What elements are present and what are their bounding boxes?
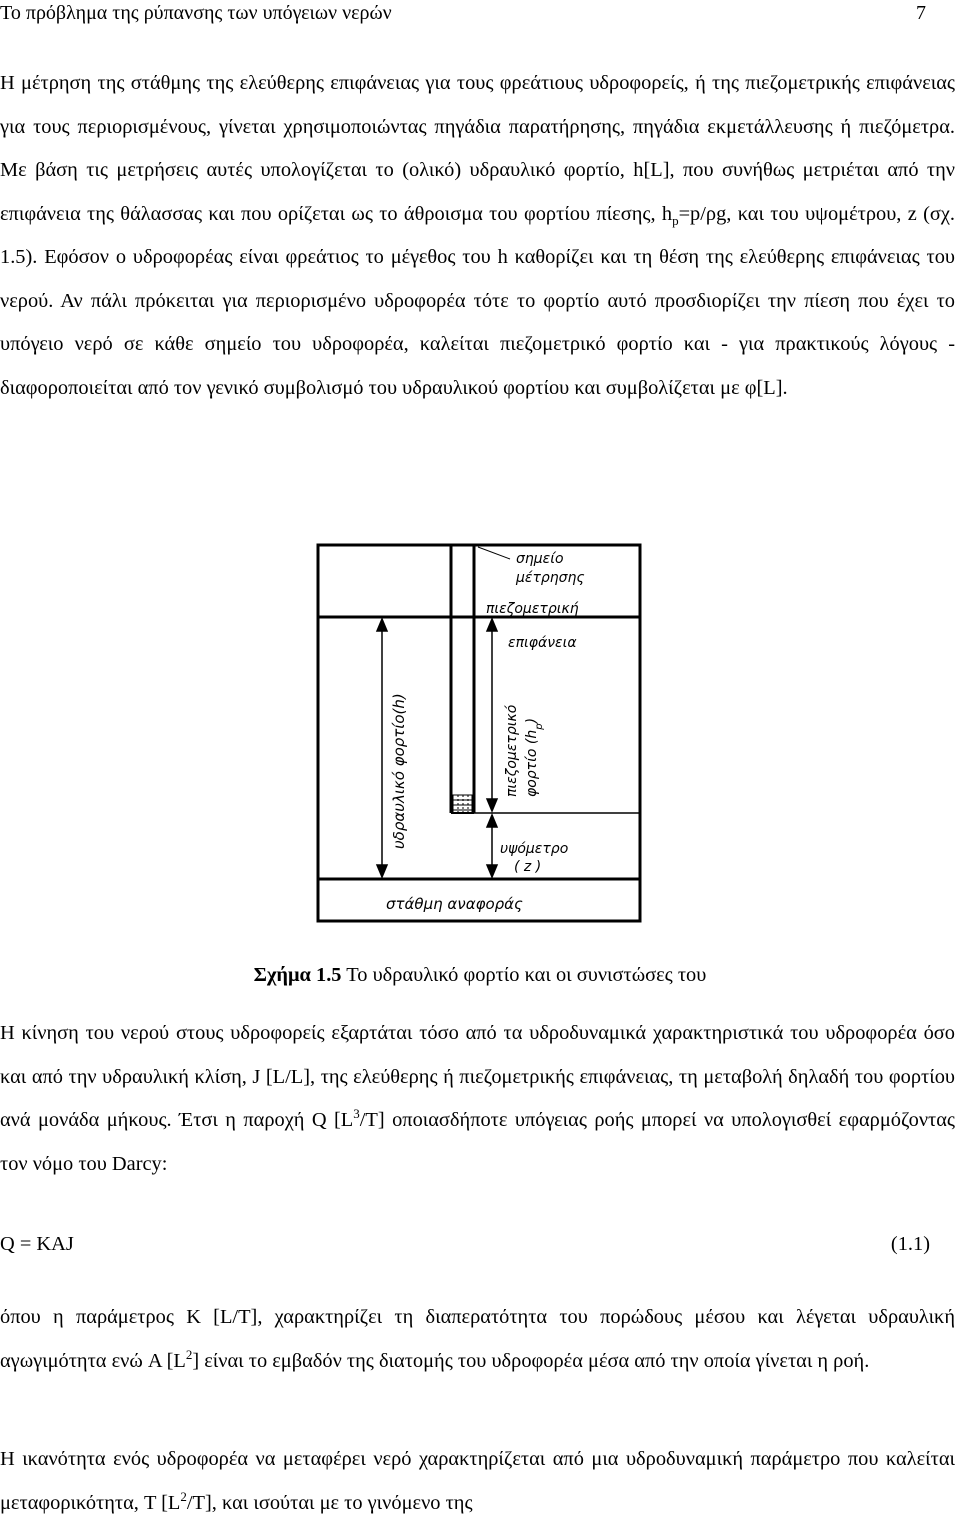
equation-number: (1.1) xyxy=(890,1233,930,1255)
paragraph-text: /T], και ισούται με το γινόμενο της xyxy=(186,1491,473,1514)
label-measurement-point-1: σημείο xyxy=(516,551,564,567)
label-piezometric-surface-2: επιφάνεια xyxy=(508,635,577,651)
paragraph-flow xyxy=(0,1012,955,1186)
label-hydraulic-head: υδραυλικό φορτίο(h) xyxy=(390,693,408,849)
paragraph-transmissivity xyxy=(0,1438,955,1525)
hydraulic-head-figure xyxy=(310,537,650,932)
label-elevation-1: υψόμετρο xyxy=(500,841,569,857)
superscript-2: 2 xyxy=(185,1346,193,1362)
paragraph-text: Η μέτρηση της στάθμης της ελεύθερης επιφάνειας για τους φρεάτιους υδροφορείς, ή της πιεζομετρικής επιφάνειας για τους περιορισμένους, γίνεται χρησιμοποιώντας πηγάδια παρατήρησης, πηγάδια εκμετάλλευσης ή πιεζόμετρα. Με βάση τις μετρήσεις αυτές υπολογίζεται το (ολικό) υδραυλικό φορτίο, h[L], που συνήθως μετριέται από την επιφάνεια της θάλασσας και που ορίζεται ως το άθροισμα του φορτίου πίεσης, h xyxy=(0,72,955,225)
label-measurement-point-2: μέτρησης xyxy=(516,570,585,586)
label-pressure-head-1: πιεζομετρικό xyxy=(504,704,520,797)
superscript-3: 3 xyxy=(353,1106,360,1122)
running-title: Το πρόβλημα της ρύπανσης των υπόγειων νερών xyxy=(0,2,392,24)
pressure-head-arrow xyxy=(487,619,497,811)
equation-formula: Q = KAJ xyxy=(0,1233,74,1255)
paragraph-text: /T] οποιασδήποτε υπόγειας ροής μπορεί να υπολογισθεί εφαρμόζοντας τον νόμο του Darcy: xyxy=(0,1109,956,1175)
piezometer-screen xyxy=(453,795,472,813)
label-elevation-2: ( z ) xyxy=(514,859,542,875)
total-head-arrow xyxy=(377,619,387,877)
figure-caption xyxy=(0,964,960,987)
caption-text: Το υδραυλικό φορτίο και οι συνιστώσες του xyxy=(341,964,707,986)
point-leader-line xyxy=(478,547,510,559)
label-piezometric-surface-1: πιεζομετρική xyxy=(486,601,579,617)
paragraph-text: όπου η παράμετρος K [L/T], χαρακτηρίζει τη διαπερατότητα του πορώδους μέσου και λέγεται υδραυλική αγωγιμότητα ενώ A [L xyxy=(0,1306,955,1372)
figure-drawing xyxy=(310,537,650,932)
elevation-arrow xyxy=(487,815,497,877)
label-datum: στάθμη αναφοράς xyxy=(386,895,523,913)
caption-label: Σχήμα 1.5 xyxy=(253,964,342,986)
figure-frame xyxy=(318,545,640,921)
label-pressure-head-2: φορτίο $(h_p)$ xyxy=(524,717,545,797)
paragraph-text: Η ικανότητα ενός υδροφορέα να μεταφέρει νερό χαρακτηρίζεται από μια υδροδυναμική παράμετρο που καλείται μεταφορικότητα, T [L xyxy=(0,1448,955,1514)
paragraph-text: Η κίνηση του νερού στους υδροφορείς εξαρτάται τόσο από τα υδροδυναμικά χαρακτηριστικά του υδροφορέα όσο και από την υδραυλική κλίση, J [L/L], της ελεύθερης ή πιεζομετρικής επιφάνειας, τη μεταβολή δηλαδή του φορτίου ανά μονάδα μήκους. Έτσι η παροχή Q [L xyxy=(0,1022,955,1131)
paragraph-conductivity xyxy=(0,1296,955,1383)
paragraph-text: ] είναι το εμβαδόν της διατομής του υδροφορέα μέσα από την οποία γίνεται η ροή. xyxy=(192,1349,870,1372)
paragraph-text: =p/ρg, και του υψομέτρου, z (σχ. 1.5). Εφόσον ο υδροφορέας είναι φρεάτιος το μέγεθος του h καθορίζει και τη θέση της ελεύθερης επιφάνειας του νερού. Αν πάλι πρόκειται για περιορισμένο υδροφορέα τότε το φορτίο αυτό προσδιορίζει την πίεση που έχει το υπόγειο νερό σε κάθε σημείο του υδροφορέα, καλείται πιεζομετρικό φορτίο και - για πρακτικούς λόγους - διαφοροποιείται από τον γενικό συμβολισμό του υδραυλικού φορτίου και συμβολίζεται με φ[L]. xyxy=(0,202,956,399)
page-number: 7 xyxy=(916,2,926,24)
paragraph-measurement xyxy=(0,62,955,410)
subscript-p: p xyxy=(672,212,679,228)
superscript-2: 2 xyxy=(180,1488,187,1504)
